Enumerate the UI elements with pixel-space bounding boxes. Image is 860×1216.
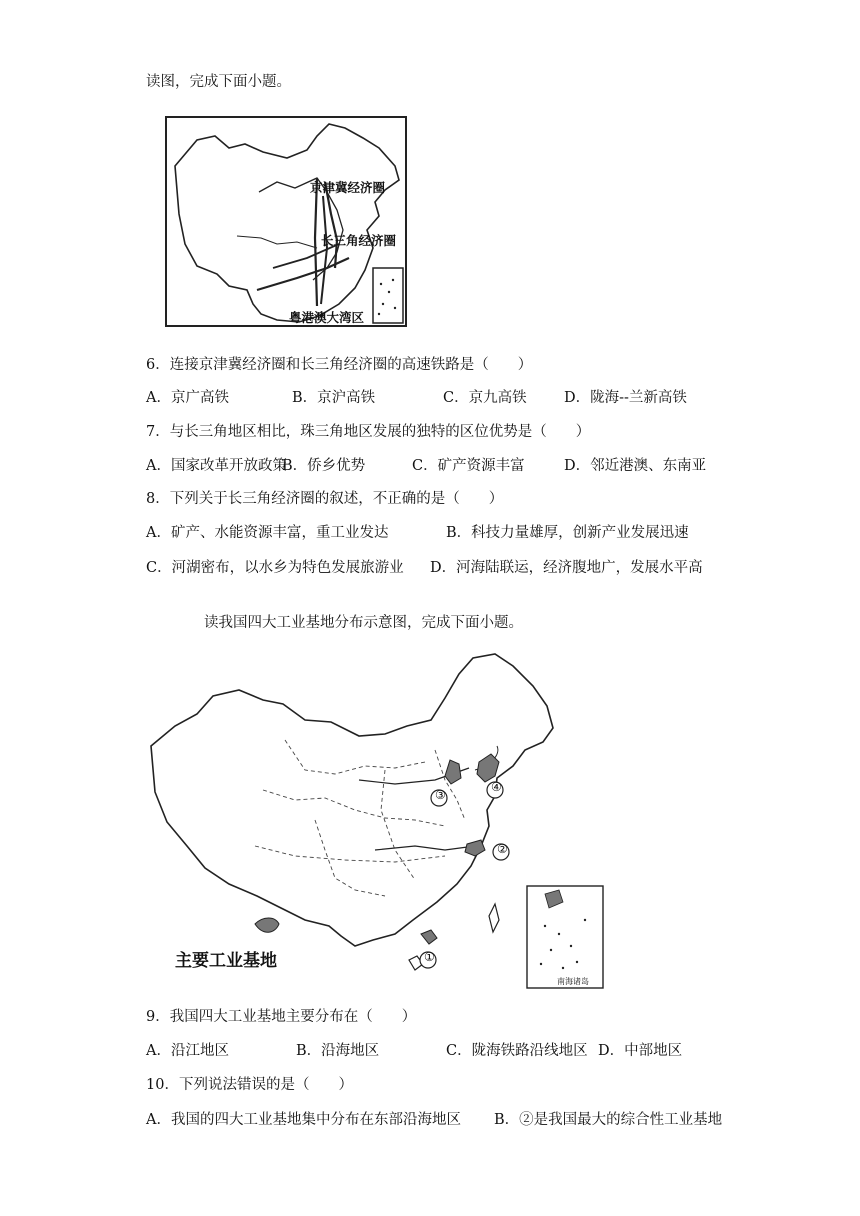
legend-label: 主要工业基地 xyxy=(175,951,277,971)
q6-option-d: D．陇海--兰新高铁 xyxy=(564,390,687,406)
china-outline-map-2 xyxy=(145,650,607,990)
marker-1: ① xyxy=(424,950,435,964)
china-outline-map-1 xyxy=(167,118,405,325)
q8-option-a: A．矿产、水能资源丰富，重工业发达 xyxy=(146,525,389,541)
q7-option-a: A．国家改革开放政策 xyxy=(146,458,287,474)
q8-option-c: C．河湖密布，以水乡为特色发展旅游业 xyxy=(146,560,404,576)
q9-option-a: A．沿江地区 xyxy=(146,1043,229,1059)
q7-option-b: B．侨乡优势 xyxy=(282,458,366,474)
q10-stem: 10．下列说法错误的是（ ） xyxy=(146,1077,353,1093)
q9-option-b: B．沿海地区 xyxy=(296,1043,380,1059)
q7-option-c: C．矿产资源丰富 xyxy=(412,458,525,474)
q9-stem: 9．我国四大工业基地主要分布在（ ） xyxy=(146,1009,417,1025)
q7-stem: 7．与长三角地区相比，珠三角地区发展的独特的区位优势是（ ） xyxy=(146,424,591,440)
marker-3: ③ xyxy=(435,788,446,802)
label-jingjinji: 京津冀经济圈 xyxy=(310,180,386,195)
q6-option-c: C．京九高铁 xyxy=(443,390,527,406)
industrial-bases-map xyxy=(145,650,607,990)
q6-stem: 6．连接京津冀经济圈和长三角经济圈的高速铁路是（ ） xyxy=(146,357,533,373)
inset-label: 南海诸岛 xyxy=(557,977,589,986)
label-greater-bay-area: 粤港澳大湾区 xyxy=(289,310,365,325)
q8-option-d: D．河海陆联运，经济腹地广，发展水平高 xyxy=(430,560,703,576)
label-changsanjiao: 长三角经济圈 xyxy=(321,233,397,248)
q8-option-b: B．科技力量雄厚，创新产业发展迅速 xyxy=(446,525,689,541)
q8-stem: 8．下列关于长三角经济圈的叙述，不正确的是（ ） xyxy=(146,491,504,507)
q10-option-b: B．②是我国最大的综合性工业基地 xyxy=(494,1112,723,1128)
q10-option-a: A．我国的四大工业基地集中分布在东部沿海地区 xyxy=(146,1112,461,1128)
marker-4: ④ xyxy=(491,780,502,794)
intro-text-2: 读我国四大工业基地分布示意图，完成下面小题。 xyxy=(204,615,523,631)
economic-circles-map xyxy=(165,116,407,327)
q6-option-a: A．京广高铁 xyxy=(146,390,229,406)
intro-text-1: 读图，完成下面小题。 xyxy=(146,74,291,90)
q6-option-b: B．京沪高铁 xyxy=(292,390,376,406)
q9-option-c: C．陇海铁路沿线地区 xyxy=(446,1043,588,1059)
q7-option-d: D．邻近港澳、东南亚 xyxy=(564,458,707,474)
q9-option-d: D．中部地区 xyxy=(598,1043,683,1059)
marker-2: ② xyxy=(497,842,508,856)
